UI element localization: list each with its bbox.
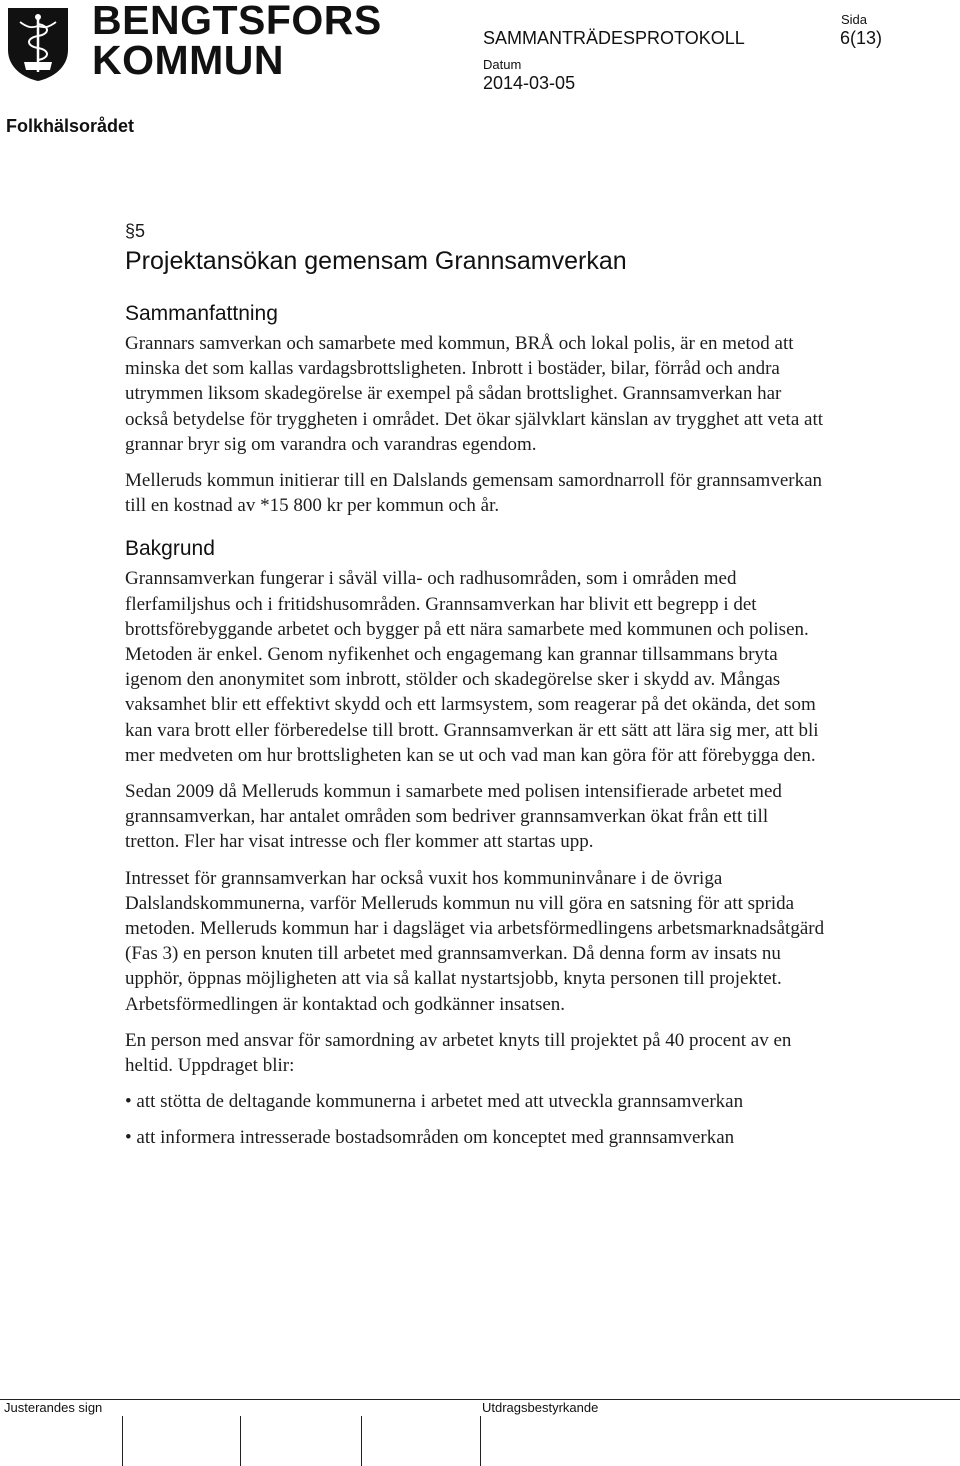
logo-wordmark-line2: KOMMUN [92, 37, 285, 83]
item-title: Projektansökan gemensam Grannsamverkan [125, 247, 627, 275]
summary-heading: Sammanfattning [125, 302, 278, 325]
date-value: 2014-03-05 [483, 73, 576, 93]
extract-certification-label: Utdragsbestyrkande [482, 1400, 599, 1415]
date-label: Datum [483, 57, 522, 72]
bullet-icon: • [125, 1127, 137, 1149]
page-number: 6(13) [840, 28, 883, 48]
summary-paragraph: Grannars samverkan och samarbete med kommun, BRÅ och lokal polis, är en metod att minska det som kallas vardagsbrottsligheten. Inbrott i bostäder, bilar, förråd och andra utrymmen liksom skadegörelse är exempel på sådan brottslighet. Grannsamverkan har också betydelse för tryggheten i området. Det ökar självklart känslan av trygghet att veta att grannar bryr sig om varandra och varandras egendom. [125, 333, 824, 455]
document-type: SAMMANTRÄDESPROTOKOLL [483, 28, 745, 48]
summary-paragraph: Melleruds kommun initierar till en Dalslands gemensam samordnarroll för grannsamverkan till en kostnad av *15 800 kr per kommun och år. [125, 470, 823, 517]
signature-box-divider [122, 1416, 123, 1466]
background-paragraph: En person med ansvar för samordning av arbetet knyts till projektet på 40 procent av en heltid. Uppdraget blir: [125, 1029, 792, 1077]
organization-unit: Folkhälsorådet [6, 116, 135, 136]
page-label: Sida [841, 12, 868, 27]
background-heading: Bakgrund [125, 537, 215, 561]
background-paragraph: Sedan 2009 då Melleruds kommun i samarbete med polisen intensifierade arbetet med grannsamverkan, har antalet områden som bedriver grannsamverkan ökat från ett till tretton. Fler har visat intresse och fler kommer att startas upp. [125, 781, 782, 853]
list-item [125, 1089, 825, 1114]
item-number: §5 [125, 221, 146, 241]
footer-divider [0, 1399, 960, 1400]
municipal-coat-of-arms-icon [6, 6, 70, 82]
signature-box-divider [361, 1416, 362, 1466]
bullet-icon: • [125, 1091, 137, 1113]
signature-label: Justerandes sign [4, 1400, 103, 1415]
list-item-text: att stötta de deltagande kommunerna i arbetet med att utveckla grannsamverkan [136, 1091, 744, 1113]
list-item [125, 1125, 825, 1150]
protocol-item [125, 220, 825, 1162]
signature-box-divider [480, 1416, 481, 1466]
logo-wordmark-line1: BENGTSFORS [92, 0, 382, 43]
background-paragraph: Grannsamverkan fungerar i såväl villa- och radhusområden, som i områden med flerfamiljshus och i fritidshusområden. Grannsamverkan har blivit ett begrepp i det brottsförebyggande arbetet och bygger på ett nära samarbete med kommunen och polisen. Metoden är enkel. Genom nyfikenhet och engagemang kan grannar tillsammans bryta igenom den anonymitet som inbrott, stölder och skadegörelse sker i skydd av. Mångas vaksamhet blir ett effektivt skydd och ett larmsystem, som reagerar på det okända, det som kan vara brott eller förberedelse till brott. Grannsamverkan är ett sätt att lära sig mer, att bli mer medveten om hur brottsligheten kan se ut och vad man kan göra för att förebygga den. [125, 568, 819, 766]
background-paragraph: Intresset för grannsamverkan har också vuxit hos kommuninvånare i de övriga Dalslandskommunerna, varför Melleruds kommun nu vill göra en satsning för att sprida metoden. Melleruds kommun har i dagsläget via arbetsförmedlingens arbetsmarknadsåtgärd (Fas 3) en person knuten till arbetet med grannsamverkan. Då denna form av insats nu upphör, öppnas möjligheten att via så kallat nystartsjobb, knyta personen till projektet. Arbetsförmedlingen är kontaktad och godkänner insatsen. [125, 867, 825, 1015]
list-item-text: att informera intresserade bostadsområden om konceptet med grannsamverkan [136, 1127, 735, 1149]
signature-box-divider [240, 1416, 241, 1466]
